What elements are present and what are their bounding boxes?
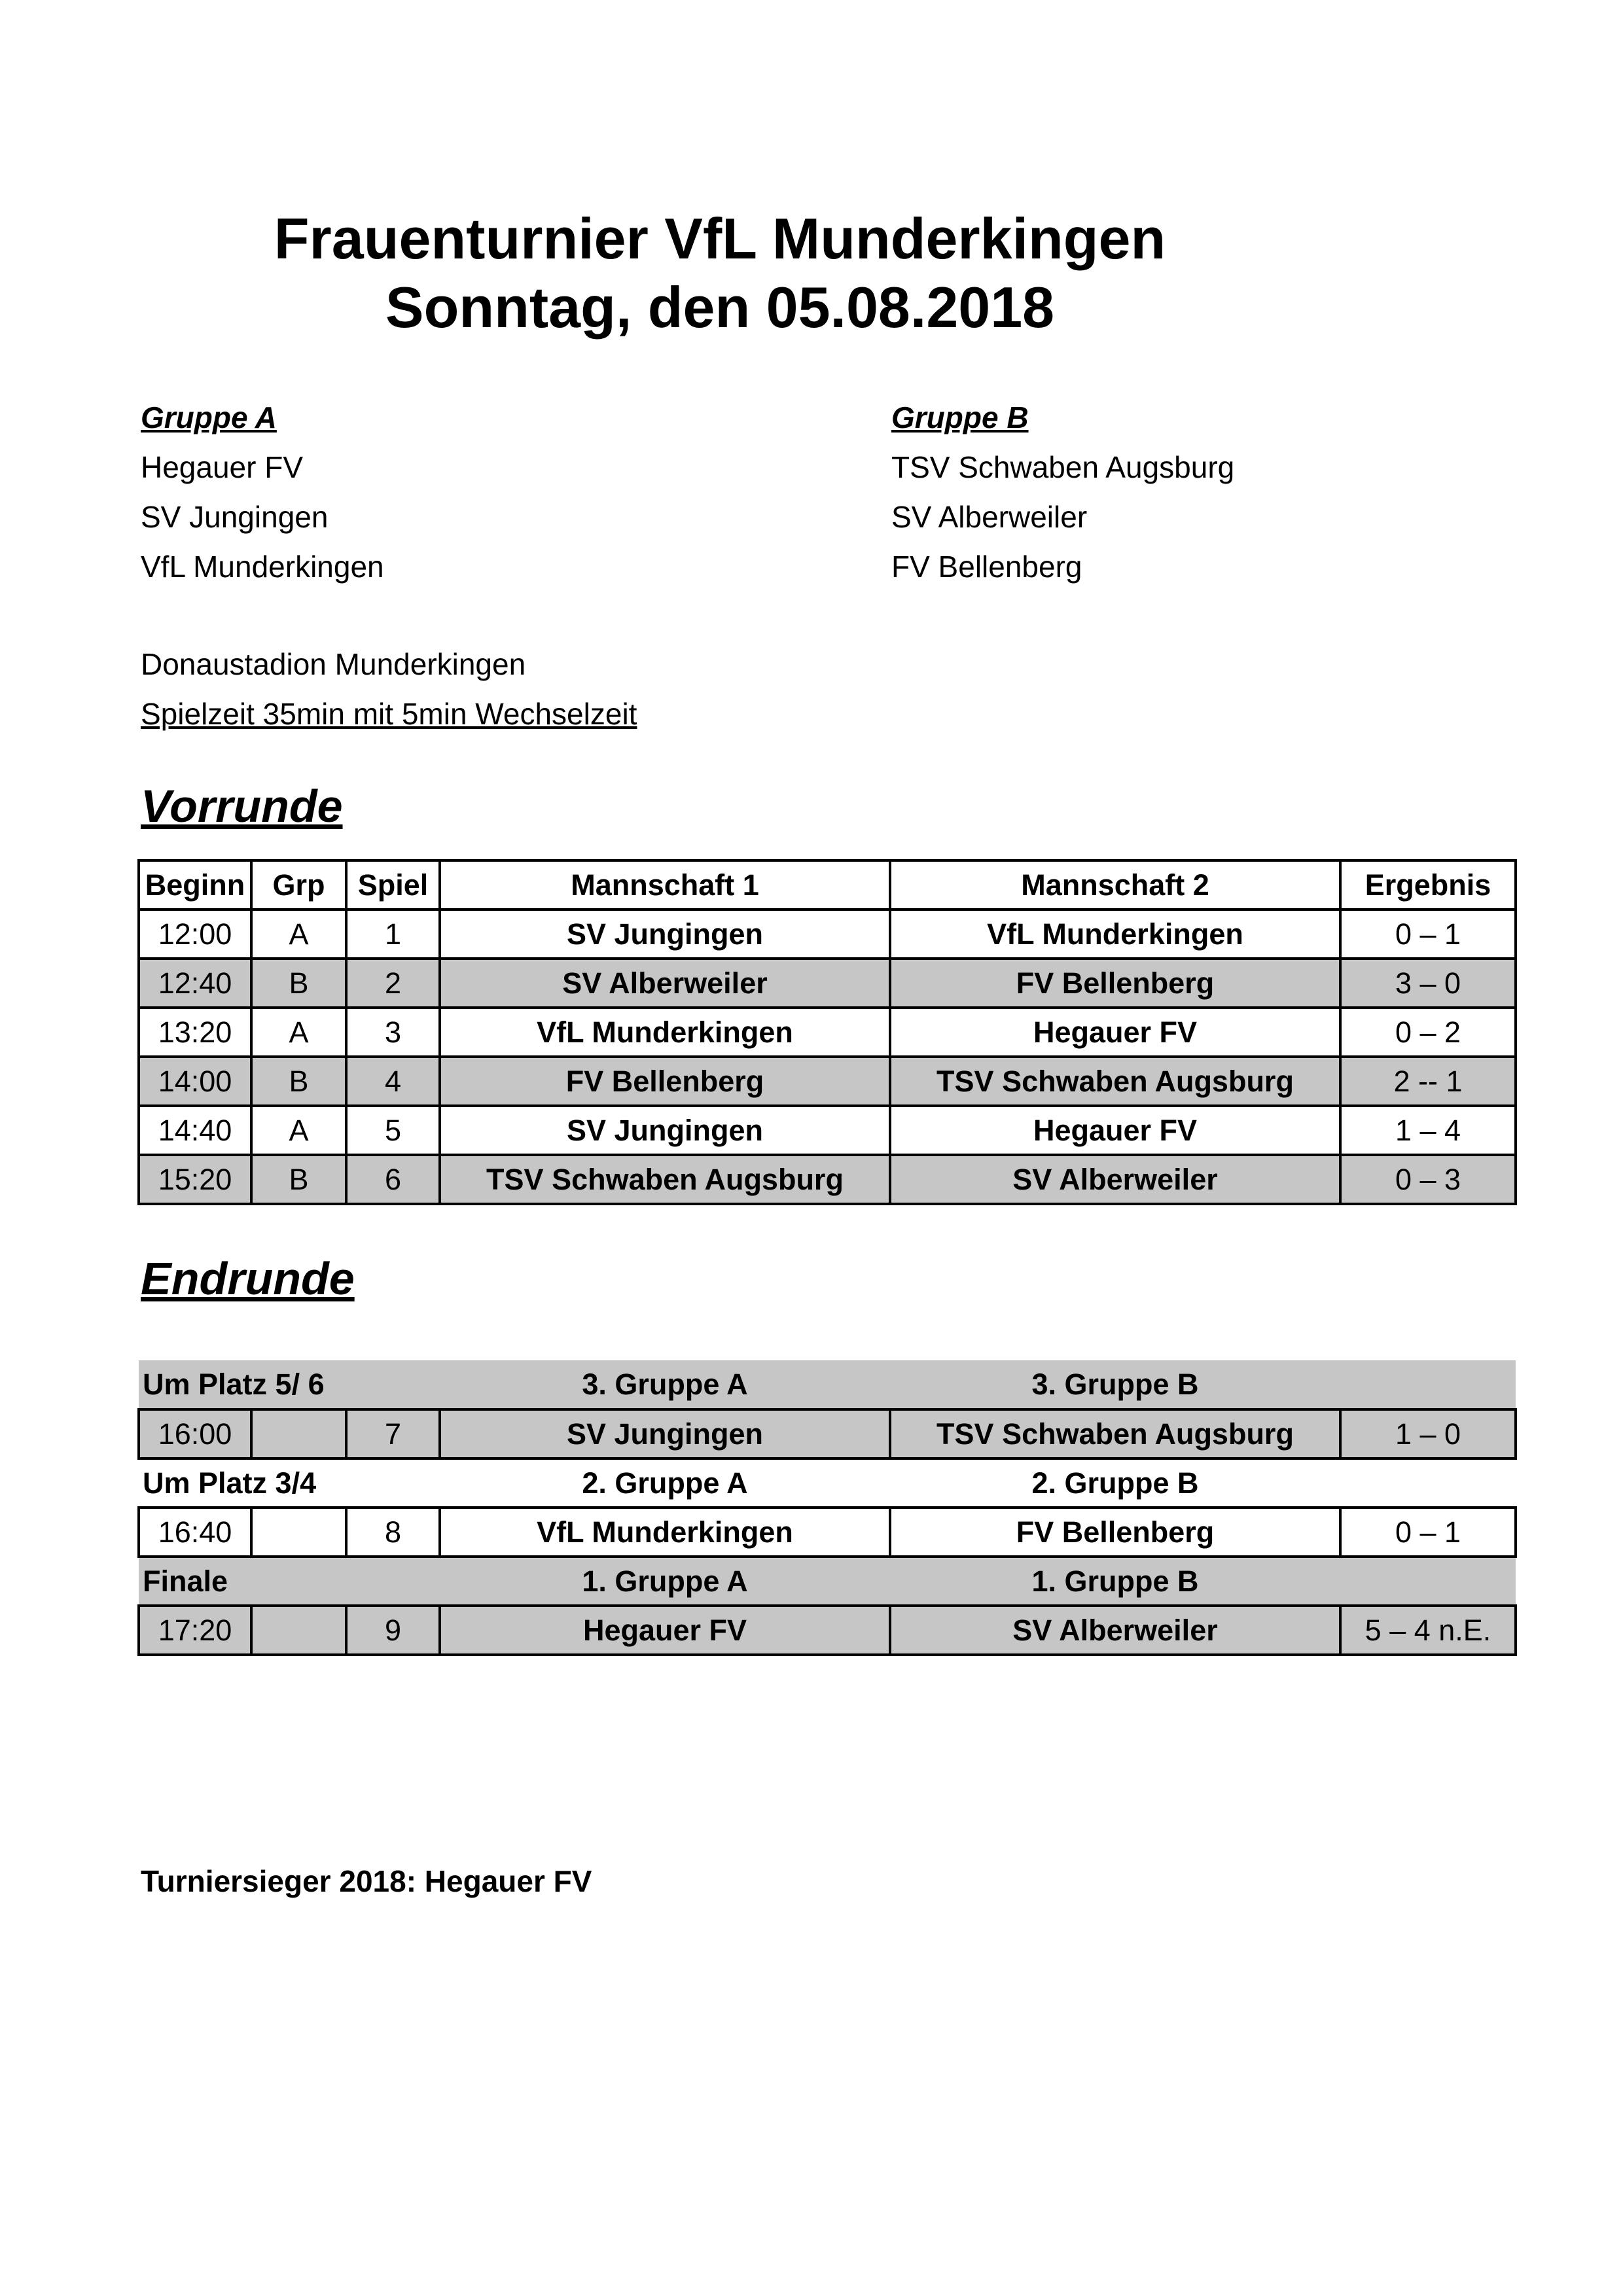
result-cell: 1 – 4 bbox=[1340, 1106, 1516, 1155]
group-b-team: SV Alberweiler bbox=[891, 500, 1088, 534]
start-time-cell: 16:40 bbox=[139, 1508, 251, 1557]
venue: Donaustadion Munderkingen bbox=[141, 647, 526, 681]
vorrunde-table bbox=[137, 859, 1517, 1205]
team-1-cell: SV Jungingen bbox=[440, 1409, 890, 1458]
group-cell: A bbox=[251, 1106, 346, 1155]
table-row bbox=[139, 1409, 1516, 1458]
group-a bbox=[141, 393, 384, 592]
start-time-cell: 17:20 bbox=[139, 1606, 251, 1655]
game-number-cell: 8 bbox=[346, 1508, 440, 1557]
result-cell: 1 – 0 bbox=[1340, 1409, 1516, 1458]
team-2-cell: SV Alberweiler bbox=[890, 1606, 1340, 1655]
table-row bbox=[139, 1106, 1516, 1155]
game-number-cell: 3 bbox=[346, 1008, 440, 1057]
empty-cell bbox=[1340, 1360, 1516, 1409]
team-1-cell: FV Bellenberg bbox=[440, 1057, 890, 1106]
game-number-cell: 2 bbox=[346, 959, 440, 1008]
result-cell: 0 – 1 bbox=[1340, 910, 1516, 959]
round-side-1: 1. Gruppe A bbox=[440, 1557, 890, 1606]
group-b bbox=[891, 393, 1234, 592]
group-a-team: SV Jungingen bbox=[141, 500, 329, 534]
team-2-cell: TSV Schwaben Augsburg bbox=[890, 1057, 1340, 1106]
group-b-heading: Gruppe B bbox=[891, 400, 1029, 434]
start-time-cell: 13:20 bbox=[139, 1008, 251, 1057]
start-time-cell: 16:00 bbox=[139, 1409, 251, 1458]
group-cell: B bbox=[251, 1057, 346, 1106]
team-2-cell: Hegauer FV bbox=[890, 1008, 1340, 1057]
round-side-1: 3. Gruppe A bbox=[440, 1360, 890, 1409]
round-label-row bbox=[139, 1360, 1516, 1409]
result-cell: 2 -- 1 bbox=[1340, 1057, 1516, 1106]
column-header: Ergebnis bbox=[1340, 860, 1516, 910]
team-1-cell: SV Alberweiler bbox=[440, 959, 890, 1008]
table-row bbox=[139, 1508, 1516, 1557]
team-2-cell: FV Bellenberg bbox=[890, 1508, 1340, 1557]
table-row bbox=[139, 1606, 1516, 1655]
group-cell bbox=[251, 1508, 346, 1557]
round-label: Um Platz 5/ 6 bbox=[143, 1367, 325, 1401]
game-number-cell: 5 bbox=[346, 1106, 440, 1155]
result-cell: 5 – 4 n.E. bbox=[1340, 1606, 1516, 1655]
group-cell bbox=[251, 1606, 346, 1655]
round-side-2: 1. Gruppe B bbox=[890, 1557, 1340, 1606]
tournament-winner: Turniersieger 2018: Hegauer FV bbox=[141, 1864, 592, 1898]
empty-cell bbox=[1340, 1557, 1516, 1606]
group-b-team: FV Bellenberg bbox=[891, 550, 1082, 584]
group-cell: A bbox=[251, 910, 346, 959]
round-label-row bbox=[139, 1458, 1516, 1508]
round-label: Finale bbox=[143, 1564, 228, 1598]
group-cell: B bbox=[251, 1155, 346, 1204]
title-line-1: Frauenturnier VfL Munderkingen bbox=[274, 206, 1166, 271]
game-number-cell: 7 bbox=[346, 1409, 440, 1458]
result-cell: 0 – 3 bbox=[1340, 1155, 1516, 1204]
start-time-cell: 14:40 bbox=[139, 1106, 251, 1155]
team-2-cell: FV Bellenberg bbox=[890, 959, 1340, 1008]
round-label-cell bbox=[139, 1458, 440, 1508]
team-2-cell: VfL Munderkingen bbox=[890, 910, 1340, 959]
column-header: Spiel bbox=[346, 860, 440, 910]
column-header: Beginn bbox=[139, 860, 251, 910]
team-1-cell: SV Jungingen bbox=[440, 910, 890, 959]
game-number-cell: 9 bbox=[346, 1606, 440, 1655]
result-cell: 0 – 1 bbox=[1340, 1508, 1516, 1557]
table-row bbox=[139, 959, 1516, 1008]
group-a-heading: Gruppe A bbox=[141, 400, 277, 434]
table-header-row bbox=[139, 860, 1516, 910]
team-1-cell: SV Jungingen bbox=[440, 1106, 890, 1155]
group-a-team: VfL Munderkingen bbox=[141, 550, 384, 584]
start-time-cell: 15:20 bbox=[139, 1155, 251, 1204]
table-row bbox=[139, 1057, 1516, 1106]
team-1-cell: VfL Munderkingen bbox=[440, 1508, 890, 1557]
round-label: Um Platz 3/4 bbox=[143, 1466, 317, 1500]
group-b-team: TSV Schwaben Augsburg bbox=[891, 450, 1235, 484]
round-label-cell bbox=[139, 1557, 440, 1606]
round-label-cell bbox=[139, 1360, 440, 1409]
column-header: Grp bbox=[251, 860, 346, 910]
team-2-cell: Hegauer FV bbox=[890, 1106, 1340, 1155]
group-a-team: Hegauer FV bbox=[141, 450, 304, 484]
group-cell: B bbox=[251, 959, 346, 1008]
group-cell: A bbox=[251, 1008, 346, 1057]
game-number-cell: 1 bbox=[346, 910, 440, 959]
team-2-cell: SV Alberweiler bbox=[890, 1155, 1340, 1204]
start-time-cell: 14:00 bbox=[139, 1057, 251, 1106]
round-side-1: 2. Gruppe A bbox=[440, 1458, 890, 1508]
game-number-cell: 4 bbox=[346, 1057, 440, 1106]
empty-cell bbox=[1340, 1458, 1516, 1508]
result-cell: 0 – 2 bbox=[1340, 1008, 1516, 1057]
team-1-cell: TSV Schwaben Augsburg bbox=[440, 1155, 890, 1204]
team-2-cell: TSV Schwaben Augsburg bbox=[890, 1409, 1340, 1458]
team-1-cell: Hegauer FV bbox=[440, 1606, 890, 1655]
title-line-2: Sonntag, den 05.08.2018 bbox=[385, 275, 1055, 340]
start-time-cell: 12:40 bbox=[139, 959, 251, 1008]
round-label-row bbox=[139, 1557, 1516, 1606]
result-cell: 3 – 0 bbox=[1340, 959, 1516, 1008]
endrunde-table bbox=[137, 1360, 1517, 1656]
start-time-cell: 12:00 bbox=[139, 910, 251, 959]
game-number-cell: 6 bbox=[346, 1155, 440, 1204]
table-row bbox=[139, 910, 1516, 959]
round-side-2: 3. Gruppe B bbox=[890, 1360, 1340, 1409]
round-side-2: 2. Gruppe B bbox=[890, 1458, 1340, 1508]
vorrunde-heading: Vorrunde bbox=[141, 781, 343, 832]
table-row bbox=[139, 1155, 1516, 1204]
table-row bbox=[139, 1008, 1516, 1057]
playtime: Spielzeit 35min mit 5min Wechselzeit bbox=[141, 697, 637, 731]
column-header: Mannschaft 2 bbox=[890, 860, 1340, 910]
column-header: Mannschaft 1 bbox=[440, 860, 890, 910]
group-cell bbox=[251, 1409, 346, 1458]
team-1-cell: VfL Munderkingen bbox=[440, 1008, 890, 1057]
endrunde-heading: Endrunde bbox=[141, 1253, 355, 1304]
